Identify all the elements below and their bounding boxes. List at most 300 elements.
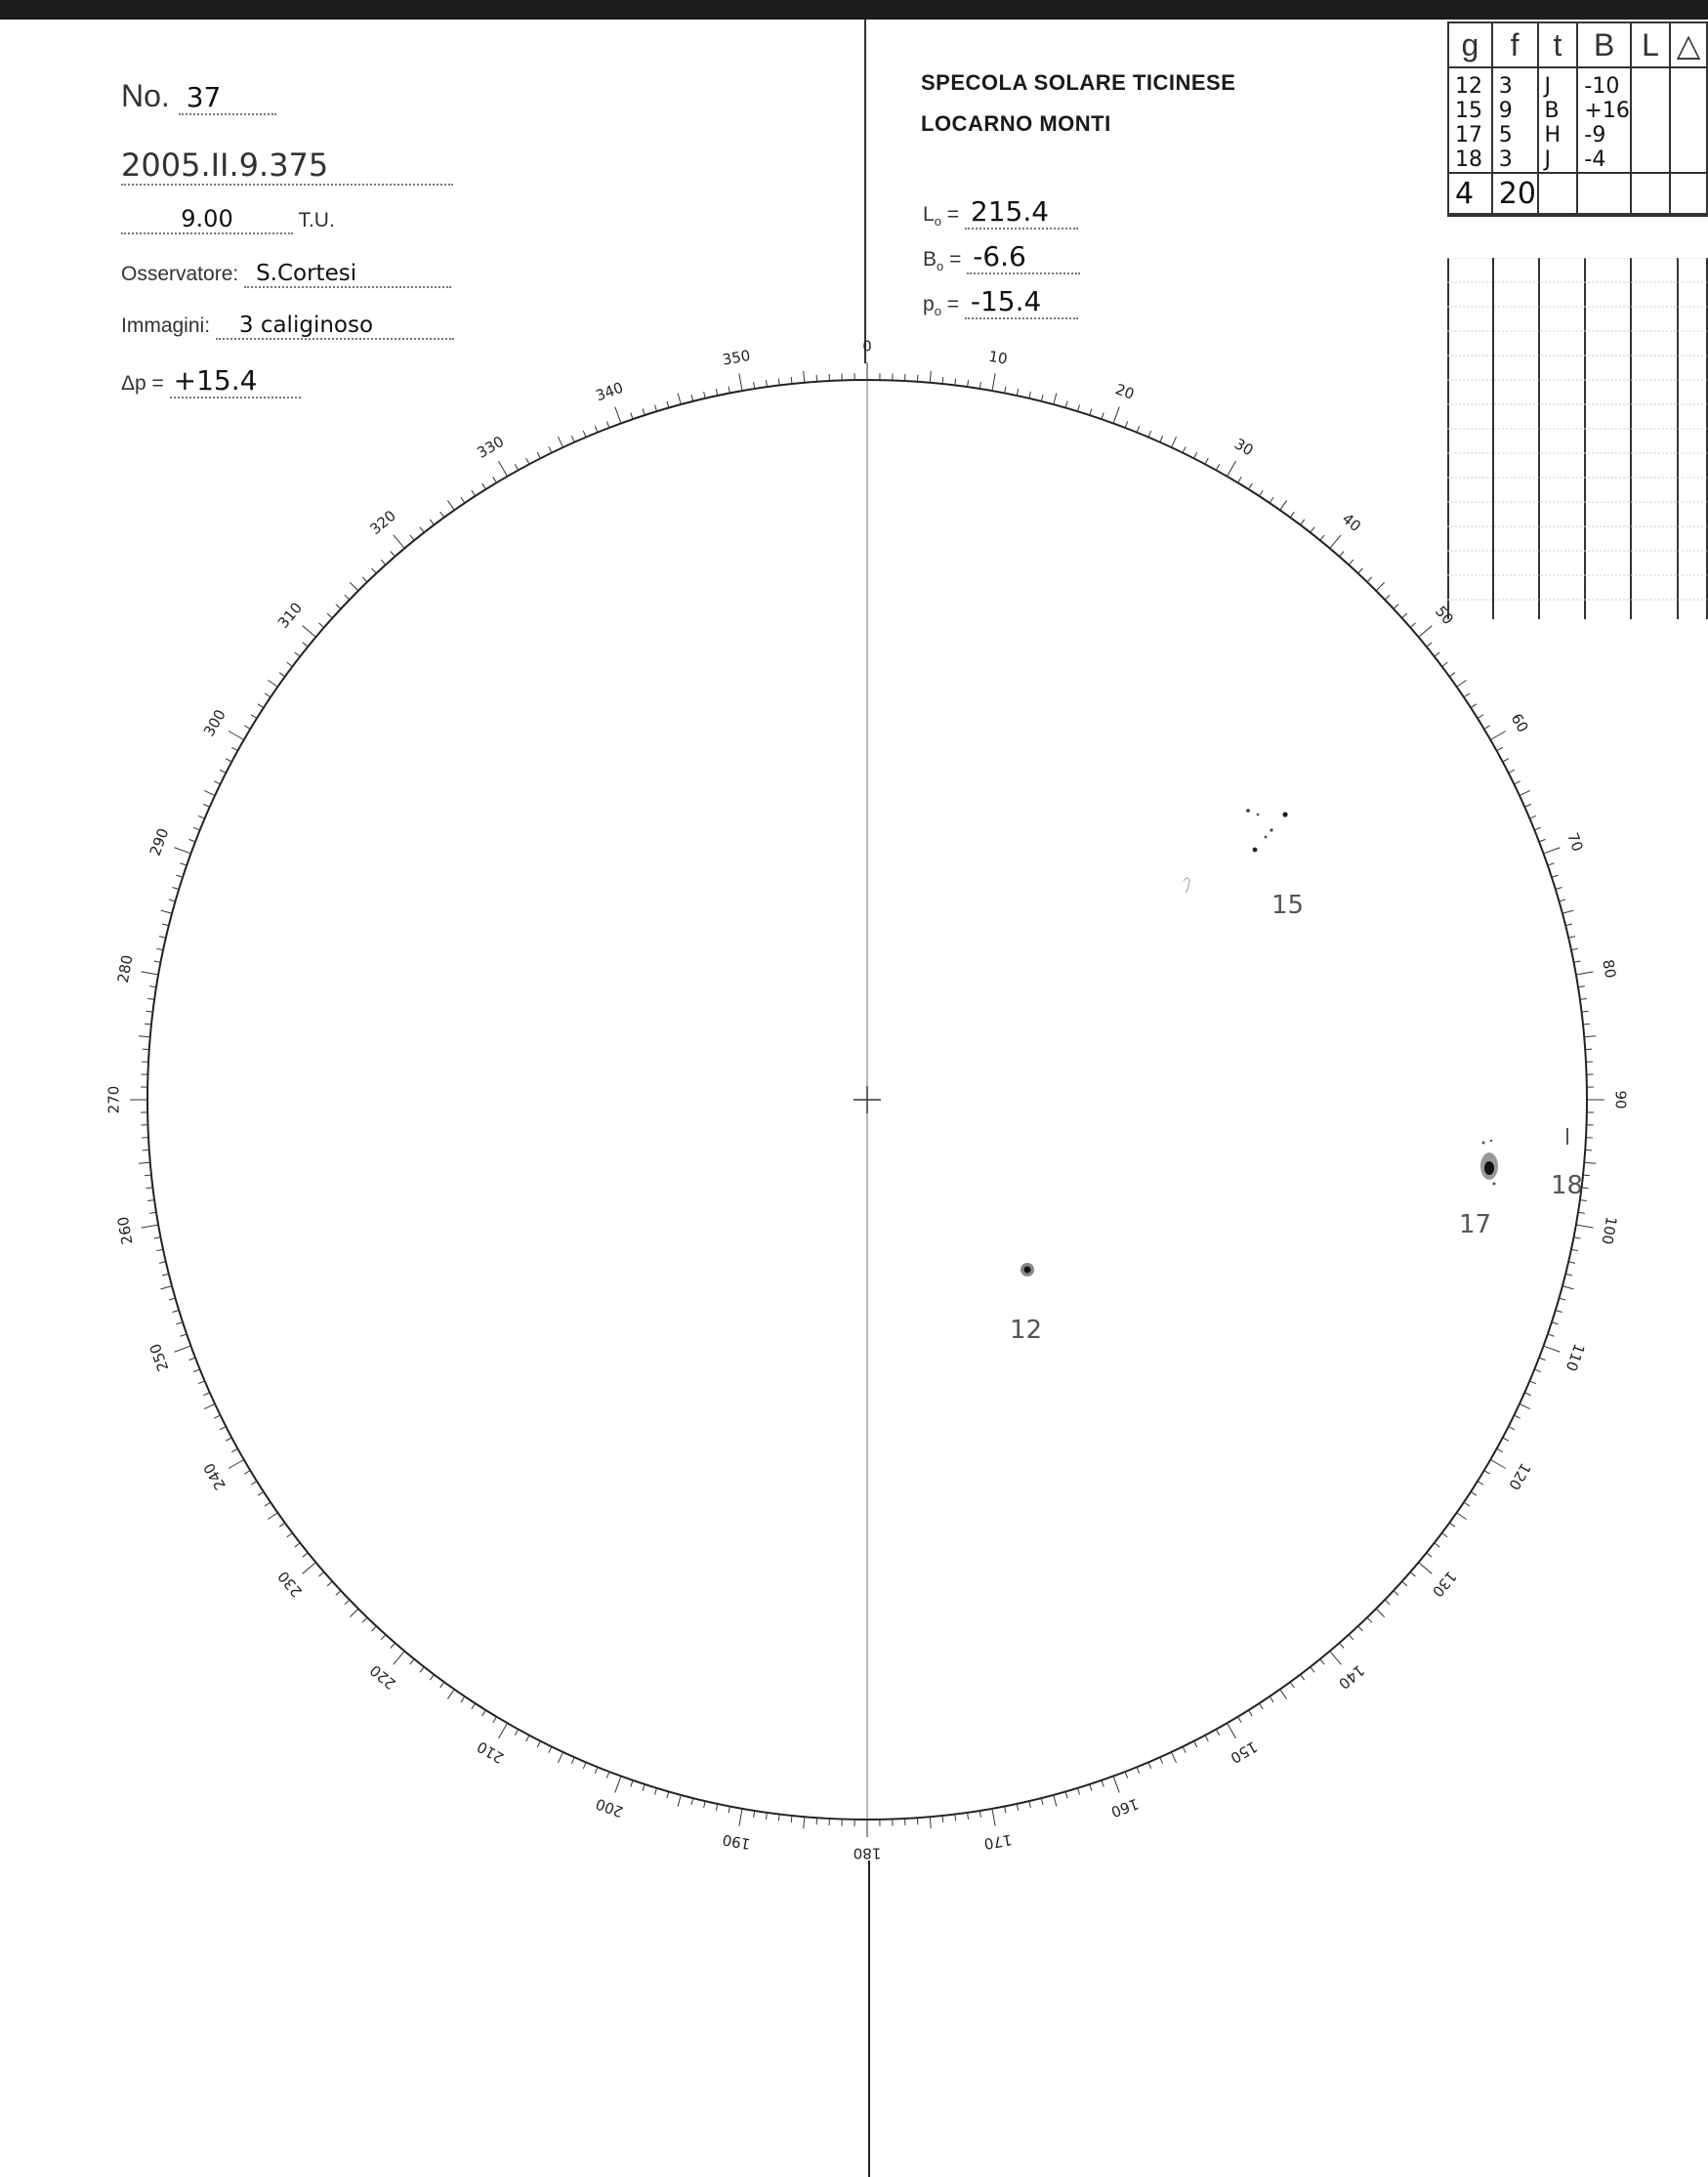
degree-label: 50 bbox=[1431, 602, 1458, 629]
degree-tick bbox=[1464, 693, 1470, 697]
degree-tick bbox=[583, 1762, 586, 1768]
cell-B: +16 bbox=[1577, 99, 1630, 123]
degree-tick bbox=[1529, 1381, 1535, 1384]
degree-tick bbox=[372, 1626, 377, 1631]
degree-tick bbox=[1367, 577, 1372, 582]
degree-tick bbox=[1565, 924, 1572, 926]
degree-tick bbox=[1556, 887, 1562, 889]
degree-tick bbox=[1228, 1723, 1236, 1738]
degree-tick bbox=[145, 1175, 151, 1176]
degree-label: 160 bbox=[1108, 1794, 1142, 1821]
degree-tick bbox=[1509, 1427, 1515, 1430]
degree-tick bbox=[1544, 1346, 1561, 1352]
degree-tick bbox=[526, 458, 529, 464]
degree-tick bbox=[1419, 1563, 1433, 1574]
sunspot-umbra bbox=[1484, 1161, 1494, 1175]
table-empty-grid bbox=[1447, 258, 1708, 619]
degree-tick bbox=[287, 662, 293, 666]
degree-tick bbox=[493, 1717, 497, 1723]
degree-tick bbox=[1249, 483, 1253, 489]
degree-tick bbox=[595, 426, 598, 432]
degree-tick bbox=[156, 1249, 163, 1250]
degree-tick bbox=[1376, 1609, 1384, 1616]
degree-tick bbox=[1514, 1415, 1520, 1418]
p0-subscript: o bbox=[934, 304, 941, 319]
degree-tick bbox=[440, 512, 444, 518]
degree-tick bbox=[716, 1804, 717, 1811]
degree-tick bbox=[691, 395, 693, 401]
degree-tick bbox=[1442, 662, 1448, 666]
degree-tick bbox=[1548, 1334, 1555, 1336]
degree-tick bbox=[193, 1369, 199, 1372]
degree-tick bbox=[549, 446, 552, 452]
degree-tick bbox=[778, 1815, 779, 1821]
degree-tick bbox=[493, 477, 497, 482]
cell-L bbox=[1631, 74, 1670, 99]
degree-tick bbox=[1171, 1752, 1176, 1763]
degree-tick bbox=[203, 804, 209, 807]
cell-g: 12 bbox=[1448, 74, 1492, 99]
empty-cell bbox=[1670, 173, 1707, 215]
degree-tick bbox=[258, 704, 264, 708]
degree-tick bbox=[1427, 643, 1432, 647]
degree-label: 120 bbox=[1505, 1459, 1535, 1493]
sunspot-umbra bbox=[1024, 1267, 1031, 1274]
degree-tick bbox=[571, 1757, 574, 1763]
degree-label: 10 bbox=[987, 347, 1009, 368]
degree-label: 190 bbox=[721, 1830, 752, 1854]
degree-tick bbox=[161, 910, 173, 913]
cell-g: 15 bbox=[1448, 99, 1492, 123]
degree-tick bbox=[420, 1667, 424, 1673]
degree-tick bbox=[1280, 1690, 1287, 1699]
degree-tick bbox=[1160, 436, 1163, 441]
degree-label: 270 bbox=[104, 1085, 123, 1114]
degree-tick bbox=[1503, 759, 1509, 762]
degree-tick bbox=[1113, 1777, 1119, 1793]
degree-tick bbox=[1376, 582, 1384, 590]
images-label: Immagini: bbox=[121, 314, 211, 337]
cell-delta bbox=[1670, 74, 1707, 99]
degree-tick bbox=[606, 421, 609, 428]
cell-delta bbox=[1670, 147, 1707, 173]
degree-tick bbox=[265, 1502, 271, 1506]
degree-tick bbox=[1077, 405, 1079, 412]
cell-g: 17 bbox=[1448, 123, 1492, 147]
degree-tick bbox=[1320, 535, 1324, 540]
degree-tick bbox=[558, 1752, 562, 1763]
degree-tick bbox=[1552, 1322, 1559, 1324]
degree-tick bbox=[667, 1791, 669, 1798]
B0-label: B bbox=[923, 248, 937, 271]
degree-tick bbox=[318, 623, 323, 628]
degree-label: 60 bbox=[1507, 710, 1532, 736]
degree-tick bbox=[244, 1471, 250, 1475]
degree-tick bbox=[1568, 1262, 1575, 1264]
degree-tick bbox=[410, 535, 414, 540]
degree-tick bbox=[654, 1788, 656, 1795]
sunspot-group-17 bbox=[1459, 1140, 1498, 1239]
sunspot-group-label: 18 bbox=[1551, 1171, 1584, 1200]
degree-tick bbox=[1419, 626, 1433, 638]
degree-tick bbox=[1290, 512, 1294, 518]
degree-tick bbox=[515, 464, 518, 470]
degree-tick bbox=[1137, 426, 1140, 432]
degree-label: 100 bbox=[1598, 1215, 1621, 1246]
table-row bbox=[1448, 67, 1707, 74]
degree-tick bbox=[955, 379, 956, 386]
cell-delta bbox=[1670, 123, 1707, 147]
degree-tick bbox=[1005, 1806, 1006, 1813]
cell-B: -9 bbox=[1577, 123, 1630, 147]
degree-tick bbox=[372, 568, 377, 573]
L0-label: L bbox=[923, 203, 935, 226]
degree-tick bbox=[1160, 1757, 1163, 1763]
degree-tick bbox=[1090, 408, 1092, 415]
degree-tick bbox=[149, 986, 156, 987]
cell-B: -10 bbox=[1577, 74, 1630, 99]
degree-tick bbox=[362, 1617, 367, 1622]
degree-tick bbox=[175, 1346, 191, 1352]
degree-label: 0 bbox=[862, 337, 872, 356]
degree-label: 290 bbox=[146, 825, 173, 858]
degree-tick bbox=[1183, 446, 1186, 452]
degree-tick bbox=[1490, 1460, 1506, 1469]
degree-label: 310 bbox=[273, 599, 307, 632]
degree-tick bbox=[149, 1212, 156, 1213]
images-value: 3 caliginoso bbox=[216, 313, 454, 340]
degree-tick bbox=[1394, 1591, 1398, 1596]
degree-tick bbox=[146, 1188, 153, 1189]
degree-tick bbox=[1503, 1438, 1509, 1441]
degree-tick bbox=[1005, 387, 1006, 394]
degree-tick bbox=[992, 373, 995, 391]
degree-tick bbox=[265, 693, 271, 697]
col-header-f: f bbox=[1492, 22, 1538, 67]
col-header-delta: △ bbox=[1670, 22, 1707, 67]
degree-tick bbox=[1584, 1162, 1596, 1163]
sunspot bbox=[1257, 814, 1260, 816]
degree-tick bbox=[968, 1813, 969, 1820]
degree-tick bbox=[1576, 972, 1594, 975]
degree-tick bbox=[615, 1777, 621, 1793]
degree-tick bbox=[1385, 595, 1390, 600]
degree-tick bbox=[1148, 1762, 1151, 1768]
cell-L bbox=[1631, 99, 1670, 123]
degree-tick bbox=[169, 1298, 176, 1300]
degree-tick bbox=[159, 1262, 166, 1264]
degree-tick bbox=[251, 715, 257, 719]
degree-tick bbox=[381, 560, 386, 565]
total-spots: 20 bbox=[1492, 173, 1538, 215]
degree-tick bbox=[1449, 673, 1455, 677]
degree-tick bbox=[350, 1609, 357, 1616]
degree-tick bbox=[1330, 535, 1342, 549]
delta-p-value: +15.4 bbox=[170, 364, 301, 398]
degree-tick bbox=[188, 1358, 195, 1361]
table-row bbox=[1448, 99, 1707, 123]
degree-tick bbox=[791, 377, 792, 384]
sunspot bbox=[1246, 809, 1250, 813]
degree-tick bbox=[420, 527, 424, 533]
degree-tick bbox=[198, 1381, 204, 1384]
degree-tick bbox=[1478, 1482, 1483, 1486]
degree-tick bbox=[1410, 623, 1415, 628]
degree-tick bbox=[461, 1696, 465, 1702]
degree-tick bbox=[303, 643, 308, 647]
table-row bbox=[1448, 74, 1707, 99]
col-header-B: B bbox=[1577, 22, 1630, 67]
degree-tick bbox=[1194, 452, 1197, 458]
degree-tick bbox=[482, 483, 486, 489]
degree-tick bbox=[1216, 464, 1219, 470]
degree-tick bbox=[1520, 1403, 1530, 1408]
degree-tick bbox=[430, 520, 434, 525]
degree-tick bbox=[472, 490, 476, 496]
degree-tick bbox=[1580, 998, 1587, 999]
cell-t: H bbox=[1538, 123, 1578, 147]
degree-tick bbox=[1238, 1717, 1242, 1723]
degree-tick bbox=[606, 1772, 609, 1779]
cell-f: 3 bbox=[1492, 74, 1538, 99]
degree-tick bbox=[303, 1553, 308, 1557]
degree-tick bbox=[204, 1403, 215, 1408]
degree-tick bbox=[1205, 458, 1208, 464]
degree-tick bbox=[1367, 1617, 1372, 1622]
degree-tick bbox=[268, 680, 277, 687]
degree-tick bbox=[1435, 652, 1440, 656]
degree-tick bbox=[447, 500, 454, 510]
observatory-location: LOCARNO MONTI bbox=[921, 111, 1111, 136]
degree-tick bbox=[766, 1813, 767, 1820]
record-number-label: No. bbox=[121, 78, 170, 113]
degree-label: 130 bbox=[1428, 1568, 1461, 1601]
sunspot-groups-table bbox=[1447, 21, 1708, 217]
sunspot bbox=[1265, 836, 1268, 839]
degree-tick bbox=[979, 1811, 980, 1818]
degree-tick bbox=[1582, 1011, 1589, 1012]
degree-tick bbox=[1349, 1635, 1354, 1640]
cell-t: J bbox=[1538, 74, 1578, 99]
degree-tick bbox=[1464, 1502, 1470, 1506]
degree-tick bbox=[1410, 1572, 1415, 1577]
degree-tick bbox=[181, 863, 187, 865]
degree-tick bbox=[1216, 1730, 1219, 1736]
degree-tick bbox=[643, 408, 645, 415]
degree-tick bbox=[336, 1591, 341, 1596]
degree-tick bbox=[1578, 986, 1585, 987]
degree-tick bbox=[968, 380, 969, 387]
degree-tick bbox=[1148, 431, 1151, 437]
degree-tick bbox=[139, 1162, 150, 1163]
degree-tick bbox=[229, 1460, 244, 1469]
degree-tick bbox=[930, 371, 931, 383]
degree-tick bbox=[1228, 461, 1236, 477]
degree-tick bbox=[139, 1036, 150, 1037]
B0-equals: = bbox=[949, 248, 962, 271]
degree-tick bbox=[1358, 1626, 1363, 1631]
degree-tick bbox=[220, 1427, 226, 1430]
degree-tick bbox=[1524, 1393, 1530, 1396]
degree-label: 180 bbox=[853, 1844, 882, 1863]
degree-tick bbox=[1449, 1523, 1455, 1527]
degree-tick bbox=[1090, 1784, 1092, 1791]
degree-tick bbox=[1457, 680, 1467, 687]
degree-tick bbox=[162, 924, 169, 926]
sunspot-group-18 bbox=[1551, 1128, 1583, 1200]
degree-tick bbox=[156, 948, 163, 949]
degree-tick bbox=[1017, 1804, 1018, 1811]
degree-tick bbox=[175, 848, 191, 854]
degree-label: 70 bbox=[1563, 830, 1587, 855]
empty-cell bbox=[1631, 173, 1670, 215]
degree-tick bbox=[161, 1286, 173, 1289]
degree-tick bbox=[739, 1809, 742, 1826]
degree-tick bbox=[461, 497, 465, 503]
degree-tick bbox=[1311, 527, 1314, 533]
sunspot-group-12 bbox=[1010, 1263, 1042, 1345]
degree-tick bbox=[678, 394, 681, 405]
degree-tick bbox=[147, 1200, 154, 1201]
degree-tick bbox=[1077, 1788, 1079, 1795]
sunspot-group-label: 12 bbox=[1010, 1316, 1043, 1345]
degree-tick bbox=[176, 875, 183, 877]
degree-tick bbox=[515, 1730, 518, 1736]
degree-label: 220 bbox=[366, 1660, 399, 1694]
cell-g: 18 bbox=[1448, 147, 1492, 173]
degree-tick bbox=[1576, 1225, 1594, 1228]
degree-tick bbox=[691, 1798, 693, 1805]
observatory-name: SPECOLA SOLARE TICINESE bbox=[921, 70, 1236, 95]
degree-tick bbox=[1029, 392, 1031, 398]
degree-tick bbox=[1583, 1024, 1590, 1025]
degree-tick bbox=[1171, 437, 1176, 447]
degree-tick bbox=[1125, 421, 1128, 428]
table-row bbox=[1448, 147, 1707, 173]
degree-tick bbox=[391, 551, 396, 556]
degree-tick bbox=[1113, 407, 1119, 424]
cell-delta bbox=[1670, 99, 1707, 123]
sunspot bbox=[1482, 1142, 1485, 1145]
degree-tick bbox=[1529, 816, 1535, 818]
degree-tick bbox=[955, 1815, 956, 1821]
degree-tick bbox=[1194, 1741, 1197, 1747]
sunspot bbox=[1493, 1183, 1496, 1186]
degree-tick bbox=[1402, 1581, 1407, 1586]
degree-tick bbox=[1471, 1491, 1477, 1495]
degree-tick bbox=[704, 1801, 706, 1808]
sunspot bbox=[1270, 828, 1272, 831]
degree-tick bbox=[716, 389, 717, 396]
degree-tick bbox=[804, 371, 805, 383]
degree-tick bbox=[1259, 490, 1263, 496]
degree-tick bbox=[1183, 1746, 1186, 1752]
degree-tick bbox=[1385, 1600, 1390, 1605]
degree-tick bbox=[154, 1237, 161, 1238]
degree-tick bbox=[244, 726, 250, 730]
degree-tick bbox=[804, 1817, 805, 1828]
degree-tick bbox=[1497, 1448, 1503, 1451]
degree-label: 230 bbox=[273, 1568, 307, 1601]
degree-tick bbox=[1584, 1036, 1596, 1037]
degree-tick bbox=[558, 437, 562, 447]
degree-tick bbox=[268, 1513, 277, 1520]
degree-tick bbox=[1539, 1358, 1546, 1361]
degree-tick bbox=[258, 1491, 264, 1495]
degree-tick bbox=[1568, 937, 1575, 939]
degree-tick bbox=[1497, 747, 1503, 750]
degree-tick bbox=[1041, 395, 1043, 401]
degree-tick bbox=[1054, 1795, 1057, 1807]
degree-tick bbox=[754, 382, 755, 389]
degree-tick bbox=[1349, 560, 1354, 565]
degree-tick bbox=[336, 605, 341, 609]
degree-tick bbox=[350, 582, 357, 590]
cell-t: J bbox=[1538, 147, 1578, 173]
degree-tick bbox=[704, 392, 706, 398]
degree-tick bbox=[1544, 848, 1561, 854]
degree-label: 320 bbox=[366, 506, 399, 539]
degree-tick bbox=[526, 1736, 529, 1741]
degree-tick bbox=[1125, 1772, 1128, 1779]
degree-tick bbox=[181, 1334, 187, 1336]
B0-subscript: o bbox=[937, 259, 944, 274]
degree-tick bbox=[667, 401, 669, 408]
degree-label: 40 bbox=[1338, 509, 1365, 536]
degree-tick bbox=[482, 1710, 486, 1716]
degree-tick bbox=[583, 431, 586, 437]
degree-tick bbox=[204, 790, 215, 795]
degree-tick bbox=[1340, 551, 1345, 556]
degree-label: 170 bbox=[982, 1830, 1014, 1854]
degree-tick bbox=[318, 1572, 323, 1577]
degree-label: 300 bbox=[199, 706, 229, 740]
degree-tick bbox=[141, 1225, 158, 1228]
degree-tick bbox=[942, 1816, 943, 1822]
degree-label: 80 bbox=[1599, 958, 1620, 980]
degree-tick bbox=[345, 1600, 350, 1605]
degree-tick bbox=[549, 1746, 552, 1752]
degree-tick bbox=[1270, 497, 1273, 503]
cell-L bbox=[1631, 147, 1670, 173]
degree-tick bbox=[615, 407, 621, 424]
degree-tick bbox=[1029, 1801, 1031, 1808]
degree-label: 240 bbox=[199, 1459, 229, 1493]
degree-tick bbox=[472, 1703, 476, 1709]
degree-tick bbox=[1534, 1369, 1540, 1372]
degree-tick bbox=[754, 1811, 755, 1818]
degree-tick bbox=[1270, 1696, 1273, 1702]
degree-tick bbox=[1290, 1682, 1294, 1688]
B0-value: -6.6 bbox=[967, 240, 1080, 274]
degree-tick bbox=[1017, 389, 1018, 396]
degree-label: 90 bbox=[1611, 1090, 1630, 1109]
degree-tick bbox=[1520, 790, 1530, 795]
degree-tick bbox=[173, 887, 180, 889]
degree-tick bbox=[173, 1310, 180, 1312]
degree-tick bbox=[1041, 1798, 1043, 1805]
degree-tick bbox=[571, 436, 574, 441]
degree-tick bbox=[1471, 704, 1477, 708]
degree-tick bbox=[1280, 500, 1287, 510]
sunspot-group-15 bbox=[1184, 809, 1304, 920]
degree-tick bbox=[447, 1690, 454, 1699]
degree-tick bbox=[303, 626, 316, 638]
degree-tick bbox=[1565, 1274, 1572, 1276]
degree-tick bbox=[362, 577, 367, 582]
degree-label: 280 bbox=[113, 953, 137, 984]
cell-f: 9 bbox=[1492, 99, 1538, 123]
